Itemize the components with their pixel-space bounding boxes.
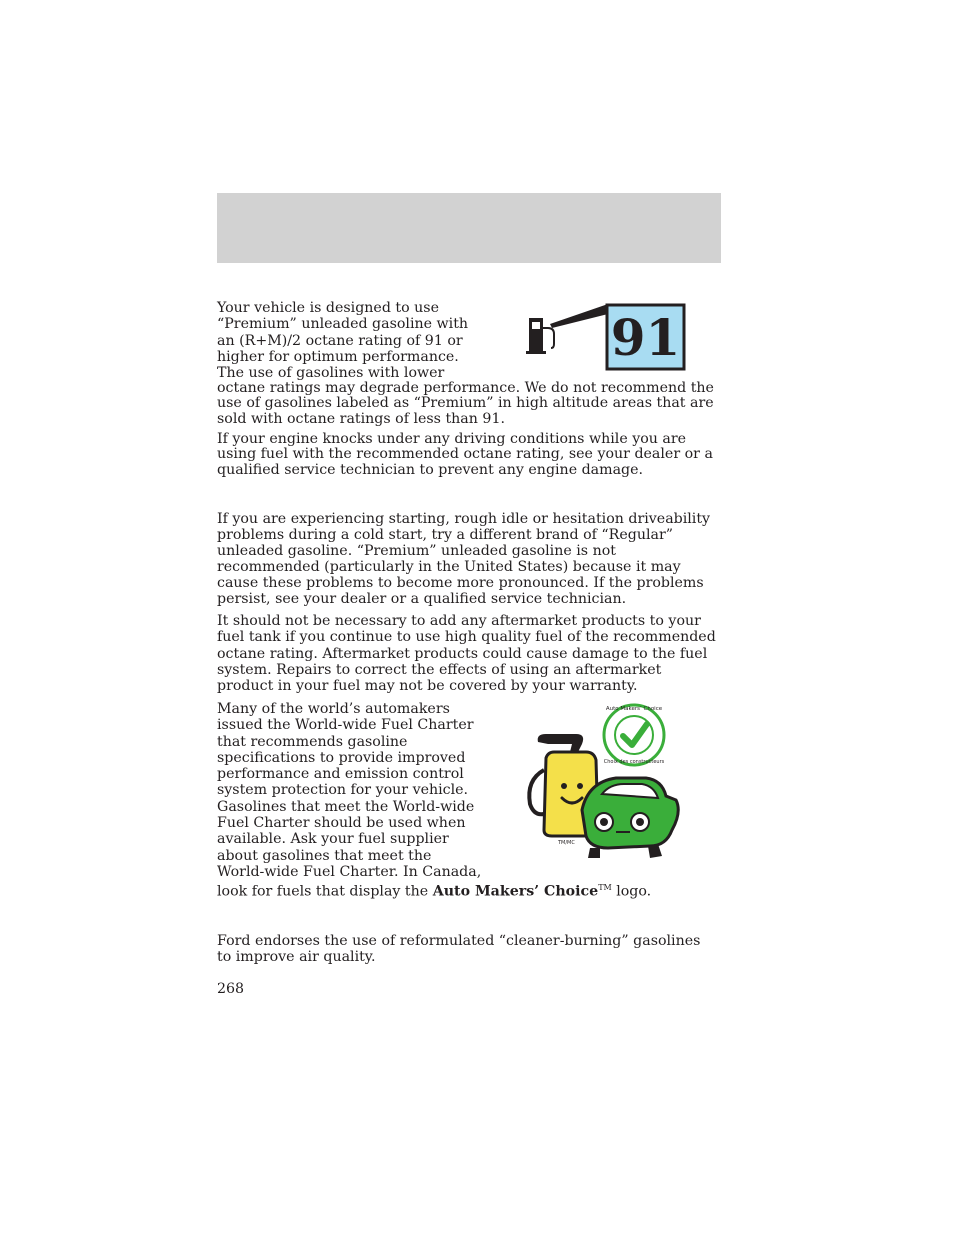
text-line: Your vehicle is designed to use: [217, 300, 439, 316]
text-line: logo.: [611, 883, 652, 900]
paragraph-premium-intro: [217, 300, 487, 381]
text-line: available. Ask your fuel supplier: [217, 831, 449, 848]
text-line: issued the World-wide Fuel Charter: [217, 717, 474, 734]
auto-makers-choice-logo: [520, 700, 684, 868]
text-line: that recommends gasoline: [217, 733, 408, 750]
paragraph-aftermarket: It should not be necessary to add any aftermarket products to your fuel tank if you continue to use high quality fuel of the recommended octane rating. Aftermarket products could cause damage to the fuel system. Repairs to correct the effects of using an aftermarket product in your fuel may not be covered by your warranty.: [217, 613, 716, 695]
text-line: about gasolines that meet the: [217, 847, 432, 864]
text-line: World-wide Fuel Charter. In Canada,: [217, 863, 482, 880]
logo-trademark: TM/MC: [558, 840, 575, 846]
text-line: The use of gasolines with lower: [217, 365, 445, 382]
text-line: performance and emission control: [217, 766, 464, 783]
text-line: system protection for your vehicle.: [217, 782, 469, 799]
logo-ring-text-bottom: Choix des constructeurs: [603, 759, 665, 765]
text-line: look for fuels that display the: [217, 883, 433, 900]
text-line: “Premium” unleaded gasoline with: [217, 316, 469, 333]
fuel-pump-octane-icon: [526, 302, 688, 374]
paragraph-engine-knock: If your engine knocks under any driving conditions while you are using fuel with the recommended octane rating, see your dealer or a qualified service technician to prevent any engine damage.: [217, 431, 713, 478]
paragraph-driveability: If you are experiencing starting, rough idle or hesitation driveability problems during a cold start, try a different brand of “Regular” unleaded gasoline. “Premium” unleaded gasoline is not recommended (particularly in the United States) because it may cause these problems to become more pronounced. If the problems persist, see your dealer or a qualified service technician.: [217, 511, 711, 607]
brand-name: Auto Makers’ Choice: [432, 883, 599, 900]
header-band: [217, 193, 721, 263]
paragraph-fuel-charter-last-line: [217, 880, 717, 900]
octane-badge-text: 91: [610, 308, 681, 367]
text-line: specifications to provide improved: [217, 749, 466, 766]
text-line: an (R+M)/2 octane rating of 91 or: [217, 332, 463, 349]
paragraph-premium-rest: octane ratings may degrade performance. We do not recommend the use of gasolines labeled as “Premium” in high altitude areas that are sold with octane ratings of less than 91.: [217, 380, 714, 427]
text-line: Many of the world’s automakers: [217, 701, 450, 717]
text-line: Gasolines that meet the World-wide: [217, 798, 475, 815]
logo-ring-text-top: Auto Makers’ Choice: [605, 706, 663, 712]
paragraph-reformulated: Ford endorses the use of reformulated “cleaner-burning” gasolines to improve air quality.: [217, 933, 701, 966]
paragraph-fuel-charter: [217, 701, 487, 880]
trademark-mark: TM: [598, 883, 612, 892]
text-line: Fuel Charter should be used when: [217, 815, 466, 832]
page-number: 268: [217, 981, 245, 997]
text-line: higher for optimum performance.: [217, 348, 459, 365]
